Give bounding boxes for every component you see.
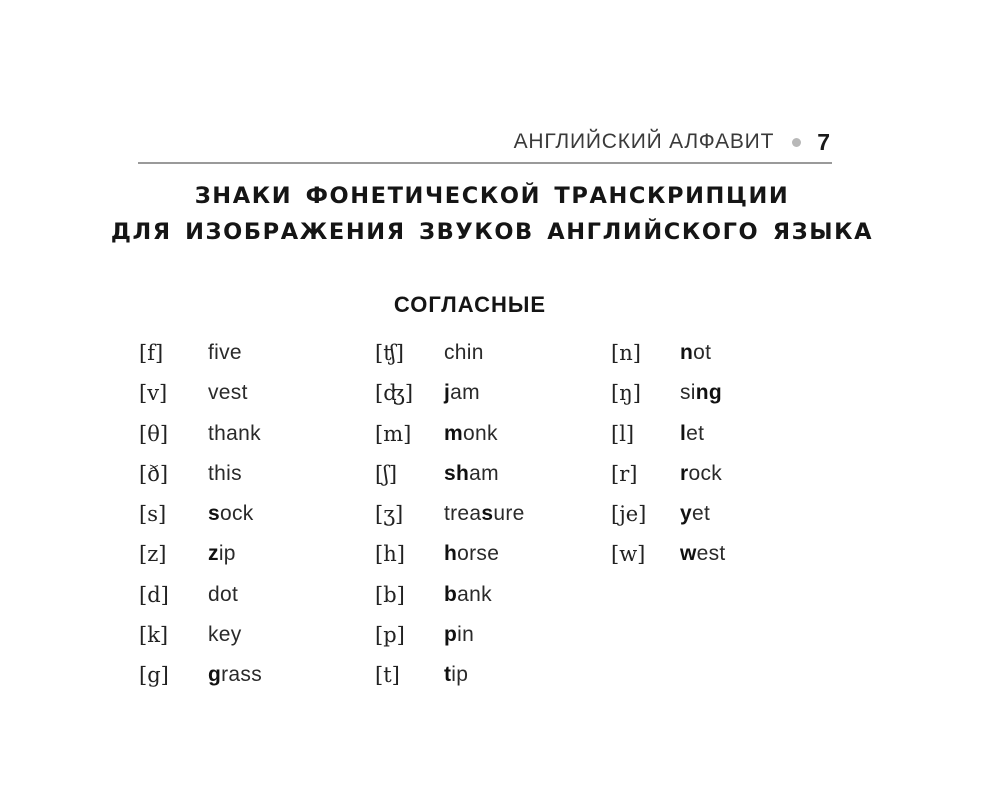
page-title [0, 178, 1000, 250]
example-word: chin [444, 341, 484, 364]
phonetic-symbol: [z] [139, 542, 167, 567]
page-title-line-2: ДЛЯ ИЗОБРАЖЕНИЯ ЗВУКОВ АНГЛИЙСКОГО ЯЗЫКА [110, 219, 874, 245]
phonetic-symbol: [s] [139, 502, 167, 527]
phonetic-symbol: [w] [611, 542, 646, 567]
phonetic-symbol: [m] [375, 421, 412, 446]
running-header [138, 122, 832, 164]
phonetic-symbol: [ʧ] [375, 341, 404, 365]
example-word: bank [444, 582, 492, 606]
phonetic-symbol: [k] [139, 623, 169, 648]
phonetic-symbol: [n] [611, 341, 641, 365]
phonetic-symbol: [l] [611, 421, 635, 446]
example-word: sham [444, 461, 499, 485]
example-word: west [680, 542, 726, 566]
phonetic-symbol: [f] [139, 341, 164, 365]
phonetic-symbol: [ʃ] [375, 461, 398, 486]
example-word: this [208, 461, 242, 485]
phonetic-symbol: [ð] [139, 461, 169, 486]
phonetic-symbol: [r] [611, 461, 638, 486]
example-word: zip [208, 542, 236, 566]
phonetic-symbol: [p] [375, 623, 405, 648]
phonetic-symbol: [h] [375, 542, 405, 567]
example-word: not [680, 341, 712, 364]
example-word: tip [444, 663, 469, 687]
phonetic-symbol: [ŋ] [611, 381, 641, 406]
phonetic-symbol: [θ] [139, 421, 169, 446]
example-word: rock [680, 461, 723, 485]
phonetic-symbol: [d] [139, 582, 169, 607]
example-word: dot [208, 582, 239, 606]
example-word: key [208, 623, 242, 647]
phonetic-symbol: [b] [375, 582, 405, 607]
example-word: horse [444, 542, 500, 566]
phonetic-symbol: [t] [375, 663, 400, 688]
example-word: sock [208, 502, 254, 526]
phonetic-symbol: [ʤ] [375, 381, 414, 406]
bullet-dot-icon [792, 138, 801, 147]
section-title: СОГЛАСНЫЕ [393, 292, 547, 317]
example-word: treasure [444, 502, 525, 526]
page-number: 7 [817, 128, 830, 155]
example-word: five [208, 341, 242, 364]
example-word: thank [208, 421, 261, 445]
phonetic-symbol: [ʒ] [375, 502, 404, 527]
example-word: yet [680, 502, 711, 526]
phonetic-symbol: [v] [139, 381, 168, 406]
phonetic-symbol: [je] [611, 502, 647, 527]
example-word: sing [680, 381, 723, 405]
example-word: vest [208, 381, 248, 405]
example-word: grass [208, 663, 263, 687]
example-word: monk [444, 421, 498, 445]
example-word: let [680, 421, 705, 445]
running-title: АНГЛИЙСКИЙ АЛФАВИТ [513, 130, 775, 153]
example-word: pin [444, 623, 475, 647]
example-word: jam [444, 381, 480, 405]
page-title-line-1: ЗНАКИ ФОНЕТИЧЕСКОЙ ТРАНСКРИПЦИИ [194, 183, 790, 209]
phonetic-symbol: [g] [139, 663, 169, 688]
